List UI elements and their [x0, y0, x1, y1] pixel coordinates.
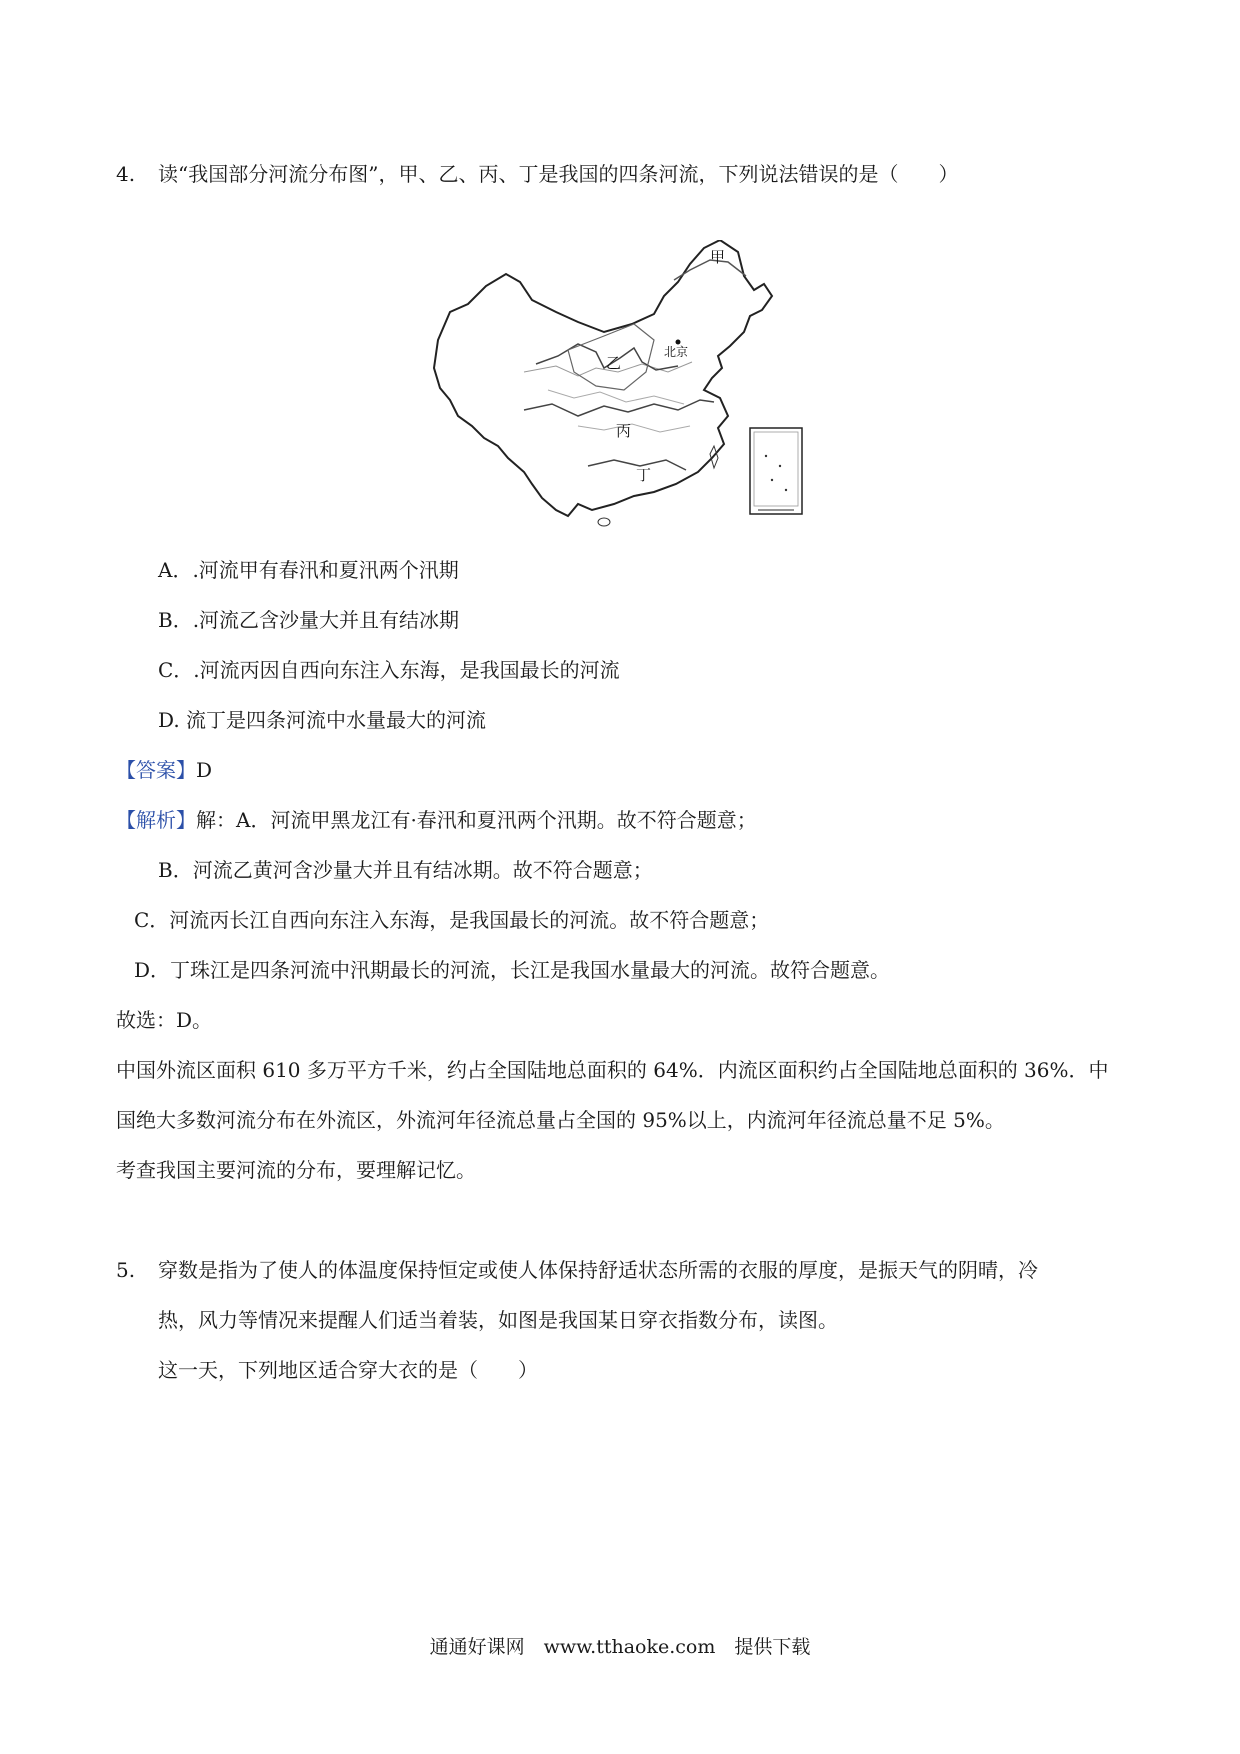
- answer-line: [116, 756, 212, 784]
- question-4-number: 4.: [116, 162, 136, 186]
- answer-tag: 【答案】: [116, 758, 196, 782]
- map-label-beijing: 北京: [664, 345, 689, 359]
- question-5-number: 5.: [116, 1258, 136, 1282]
- analysis-text-1: 解：A．河流甲黑龙江有·春汛和夏汛两个汛期。故不符合题意；: [196, 808, 757, 832]
- analysis-line-3: C．河流丙长江自西向东注入东海，是我国最长的河流。故不符合题意；: [134, 908, 770, 932]
- analysis-tag: 【解析】: [116, 808, 196, 832]
- map-label-yi: 乙: [606, 356, 622, 372]
- question-5-stem-2: 热，风力等情况来提醒人们适当着装，如图是我国某日穿衣指数分布，读图。: [158, 1308, 838, 1332]
- analysis-line-1: [116, 806, 757, 834]
- choose-line: 故选：D。: [116, 1008, 213, 1032]
- map-label-jia: 甲: [710, 250, 726, 266]
- extra-line-3: 考查我国主要河流的分布，要理解记忆。: [116, 1158, 476, 1182]
- map-label-ding: 丁: [636, 468, 652, 484]
- extra-line-2: 国绝大多数河流分布在外流区，外流河年径流总量占全国的 95%以上，内流河年径流总量不足 5%。: [116, 1108, 1005, 1132]
- option-a: A．.河流甲有春汛和夏汛两个汛期: [158, 558, 459, 582]
- option-b: B．.河流乙含沙量大并且有结冰期: [158, 608, 460, 632]
- option-d: D. 流丁是四条河流中水量最大的河流: [158, 708, 487, 732]
- extra-line-1: 中国外流区面积 610 多万平方千米，约占全国陆地总面积的 64%．内流区面积约占全国陆地总面积的 36%．中: [116, 1058, 1109, 1082]
- analysis-line-4: D．丁珠江是四条河流中汛期最长的河流，长江是我国水量最大的河流。故符合题意。: [134, 958, 891, 982]
- page-footer: 通通好课网 www.tthaoke.com 提供下载: [429, 1636, 811, 1658]
- map-label-bing: 丙: [616, 424, 632, 440]
- china-river-map: [428, 240, 820, 532]
- answer-value: D: [196, 758, 213, 782]
- south-china-sea-inset: [750, 428, 802, 514]
- question-4-stem: 读“我国部分河流分布图”，甲、乙、丙、丁是我国的四条河流，下列说法错误的是（ ）: [158, 162, 959, 186]
- analysis-line-2: B．河流乙黄河含沙量大并且有结冰期。故不符合题意；: [158, 858, 653, 882]
- country-outline: [434, 240, 772, 516]
- question-5-stem-1: 穿数是指为了使人的体温度保持恒定或使人体保持舒适状态所需的衣服的厚度，是振天气的阴晴，冷: [158, 1258, 1038, 1282]
- river-bing-line: [524, 400, 714, 416]
- question-5-stem-3: 这一天，下列地区适合穿大衣的是（ ）: [158, 1358, 538, 1382]
- option-c: C．.河流丙因自西向东注入东海，是我国最长的河流: [158, 658, 620, 682]
